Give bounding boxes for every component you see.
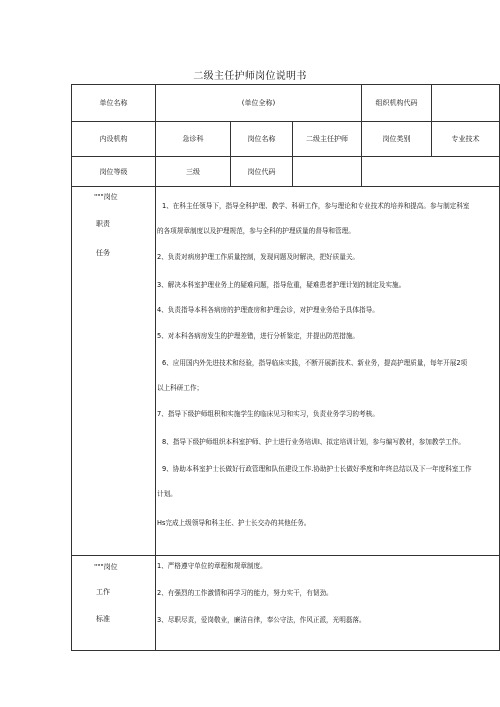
duty-line: 以上科研工作； bbox=[157, 384, 204, 392]
unit-name-label: 单位名称 bbox=[72, 85, 156, 122]
job-description-table bbox=[71, 84, 500, 651]
post-type-value: 专业技术 bbox=[432, 122, 500, 157]
empty-cell bbox=[362, 157, 500, 187]
standard-line: 1、严格遵守单位的章程和规章制度。 bbox=[157, 562, 267, 570]
post-code-label: 岗位代码 bbox=[231, 157, 293, 187]
standards-label-line3: 标准 bbox=[96, 615, 110, 623]
duty-line: Hs完成上级领导和科主任、护士长交办的其他任务。 bbox=[157, 519, 311, 527]
document-title: 二级主任护师岗位说明书 bbox=[193, 71, 307, 82]
duty-line: 9、协助本科室护士长做好行政管理和队伍建设工作.协助护士长做好季度和年终总结以及下一年度科室工作 bbox=[162, 465, 472, 473]
duties-label-cell bbox=[72, 187, 156, 556]
duties-content bbox=[156, 187, 500, 556]
duty-line: 4、负责指导本科各病房的护理查房和护理会诊，对护理业务给予具体指导。 bbox=[157, 306, 379, 314]
post-name-label: 岗位名称 bbox=[231, 122, 293, 157]
dept-label: 内设机构 bbox=[72, 122, 156, 157]
duty-line: 8、指导下级护师组织本科室护师、护士进行业务培训I、拟定培训计划，参与编写教材，参加教学工作。 bbox=[162, 438, 465, 446]
org-code-value bbox=[432, 85, 500, 122]
post-code-value bbox=[293, 157, 362, 187]
post-level-label: 岗位等级 bbox=[72, 157, 156, 187]
duty-line: 6、应用国内外先进技术和经验，指导临床实践，不断开展新技术、新业务，提高护理质量，每年开展2项 bbox=[162, 359, 468, 367]
duty-line: 2、负责对病房护理工作质量控制，发现问题及时解决，把好质量关。 bbox=[157, 253, 360, 261]
duty-line: 5、对本科各病房发生的护理差错，进行分析鉴定，并提出防范措施。 bbox=[157, 332, 360, 340]
duty-line: 7、指导下级护师组积和实施学生的临床见习和实习，负责业务学习的考核。 bbox=[157, 410, 379, 418]
unit-name-value: (单位全称) bbox=[156, 85, 362, 122]
dept-value: 急诊科 bbox=[156, 122, 231, 157]
duty-line: 的各项规章制度以及护理规范，参与全科的护理质量的督导和管理。 bbox=[157, 227, 355, 235]
standard-line: 3、尽职尽责，爱岗敬业，廉洁自律，奉公守法，作风正派，光明磊落。 bbox=[157, 616, 366, 624]
post-name-value: 二级主任护师 bbox=[293, 122, 362, 157]
standard-line: 2、有强烈的工作激情和再学习的能力，努力实干，有韧劲。 bbox=[157, 589, 333, 597]
standards-content bbox=[156, 556, 500, 651]
post-level-value: 三级 bbox=[156, 157, 231, 187]
standards-label-cell bbox=[72, 556, 156, 651]
duties-label-line3: 任务 bbox=[96, 249, 110, 257]
duty-line: 1、在科主任领导下，指导全科护理、教学、科研工作，参与理论和专业技术的培养和提高。参与制定科室 bbox=[162, 202, 470, 210]
duties-label-line2: 职责 bbox=[96, 220, 110, 228]
standards-label-line2: 工作 bbox=[96, 588, 110, 596]
post-type-label: 岗位类别 bbox=[362, 122, 432, 157]
standards-label-line1: """岗位 bbox=[94, 563, 118, 571]
duty-line: 计划。 bbox=[157, 490, 177, 498]
duties-label-line1: """岗位 bbox=[94, 193, 118, 201]
duty-line: 3、解决本科室护理业务上的疑难问题，指导危重，疑难患者护理计划的制定及实施。 bbox=[157, 281, 406, 289]
org-code-label: 组织机构代码 bbox=[362, 85, 432, 122]
